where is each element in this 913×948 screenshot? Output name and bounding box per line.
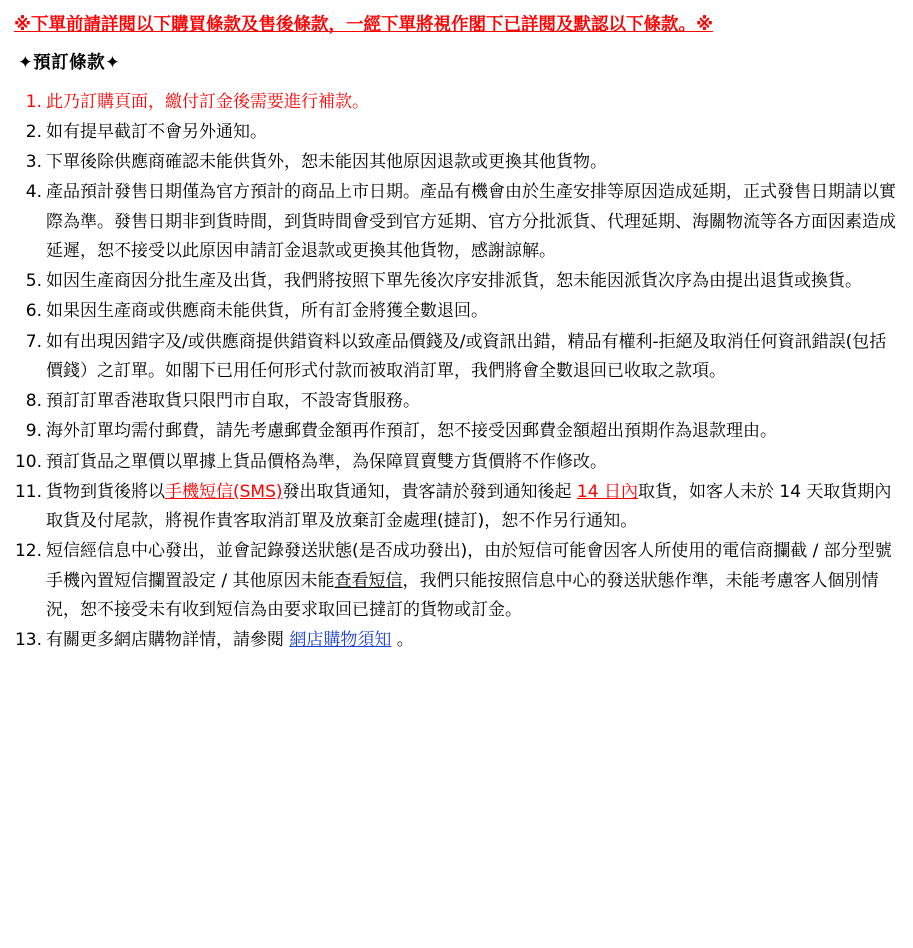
term-number: 1. [25,91,42,112]
term-item [14,478,899,536]
term-item [14,448,899,477]
term-text: 此乃訂購頁面，繳付訂金後需要進行補款。 [46,91,369,112]
term-number: 10. [14,451,42,472]
term-text: 產品預計發售日期僅為官方預計的商品上市日期。產品有機會由於生產安排等原因造成延期，正式發售日期請以實際為準。發售日期非到貨時間，到貨時間會受到官方延期、官方分批派貨、代理延期、海關物流等各方面因素造成延遲，恕不接受以此原因申請訂金退款或更換其他貨物，感謝諒解。 [46,182,896,261]
term-item [14,178,899,266]
term-text: 如有出現因錯字及/或供應商提供錯資料以致產品價錢及/或資訊出錯，精品有權利-拒絕及取消任何資訊錯誤(包括價錢）之訂單。如閣下已用任何形式付款而被取消訂單，我們將會全數退回已收取之款項。 [46,331,887,381]
term-number: 12. [14,541,42,562]
term-text: 海外訂單均需付郵費，請先考慮郵費金額再作預訂，恕不接受因郵費金額超出預期作為退款理由。 [46,421,777,442]
emphasis-underline: 查看短信 [334,570,403,591]
term-number: 13. [14,629,42,650]
term-item [14,118,899,147]
term-text: 預訂訂單香港取貨只限門市自取，不設寄貨服務。 [46,391,420,412]
term-item [14,297,899,326]
term-text-part: 。 [391,629,414,650]
term-text [46,482,891,531]
top-notice-banner: ※下單前請詳閱以下購買條款及售後條款，一經下單將視作閣下已詳閱及默認以下條款。※ [14,15,714,35]
term-text [46,630,414,650]
term-text-part: 短信經信息中心發出，並會記錄發送狀態(是否成功發出)，由於短信可能會因客人所使用的電信商攔截 / 部分型號手機內置短信攔置設定 / 其他原因未能 [46,541,892,591]
term-item [14,148,899,177]
term-number: 2. [25,121,42,142]
term-item [14,267,899,296]
term-item [14,387,899,416]
term-text: 如因生產商因分批生產及出貨，我們將按照下單先後次序安排派貨，恕未能因派貨次序為由提出退貨或換貨。 [46,271,862,292]
term-number: 6. [25,301,42,322]
term-text-part: ，我們只能按照信息中心的發送狀態作準，未能考慮客人個別情況，恕不接受未有收到短信為由要求取回已撻訂的貨物或訂金。 [46,570,879,620]
term-text-part: 貨物到貨後將以 [46,481,165,502]
terms-list [14,88,899,655]
term-text [46,541,892,619]
term-number: 9. [25,421,42,442]
term-number: 3. [25,152,42,173]
term-item [14,626,899,655]
term-text-part: 發出取貨通知，貴客請於發到通知後起 [282,481,577,502]
term-text: 如有提早截訂不會另外通知。 [46,121,267,142]
term-number: 8. [25,391,42,412]
shop-guide-link[interactable]: 網店購物須知 [289,629,392,650]
term-item [14,417,899,446]
emphasis-underline-red: 14 日內 [576,481,638,502]
term-number: 5. [25,271,42,292]
term-text: 下單後除供應商確認未能供貨外，恕未能因其他原因退款或更換其他貨物。 [46,152,607,173]
term-number: 7. [25,331,42,352]
term-item [14,328,899,386]
term-number: 4. [25,182,42,203]
term-item [14,88,899,117]
term-text-part: 取貨，如客人未於 14 天取貨期內取貨及付尾款，將視作貴客取消訂單及放棄訂金處理(撻訂)，恕不作另行通知。 [46,481,892,532]
term-item [14,537,899,625]
term-text-part: 有關更多網店購物詳情，請參閱 [46,629,290,650]
term-text: 預訂貨品之單價以單據上貨品價格為準，為保障買賣雙方貨價將不作修改。 [46,451,607,472]
term-number: 11. [14,481,42,502]
section-title-preorder-terms: ✦預訂條款✦ [18,52,121,73]
term-text: 如果因生產商或供應商未能供貨，所有訂金將獲全數退回。 [46,301,488,322]
emphasis-underline-red: 手機短信(SMS) [165,481,283,502]
